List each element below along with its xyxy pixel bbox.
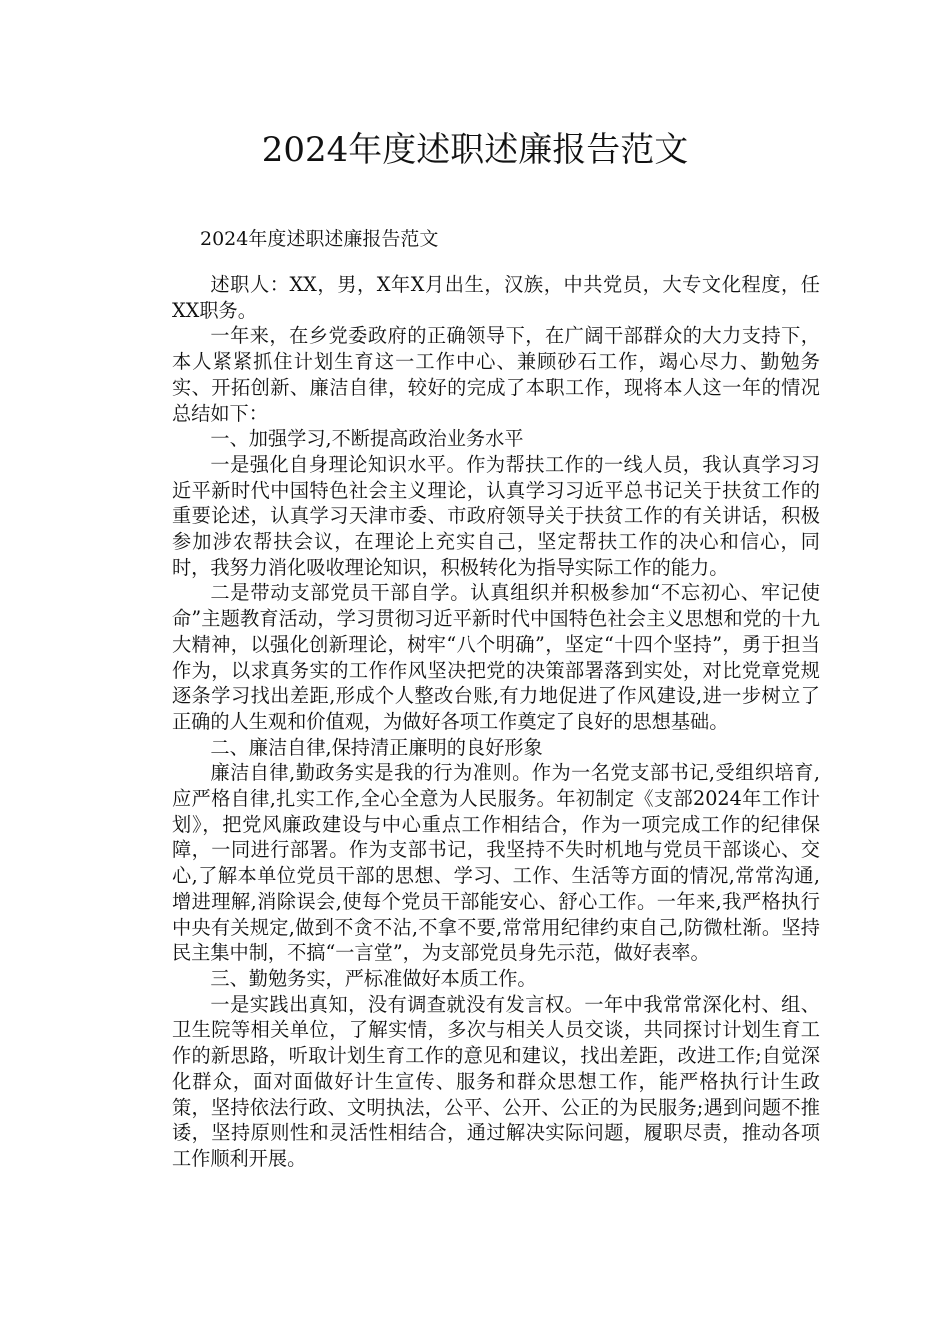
document-title: 2024年度述职述廉报告范文	[261, 130, 689, 170]
paragraph-theory-study: 一是强化自身理论知识水平。作为帮扶工作的一线人员，我认真学习习近平新时代中国特色社会主义理论，认真学习习近平总书记关于扶贫工作的重要论述，认真学习天津市委、市政府领导关于扶贫工作的有关讲话，积极参加涉农帮扶会议，在理论上充实自己，坚定帮扶工作的决心和信心，同时，我努力消化吸收理论知识，积极转化为指导实际工作的能力。	[172, 452, 820, 579]
section-heading-2: 二、廉洁自律,保持清正廉明的良好形象	[210, 735, 543, 759]
section-heading-1: 一、加强学习,不断提高政治业务水平	[210, 427, 524, 451]
section-heading-3: 三、勤勉务实，严标准做好本质工作。	[210, 966, 537, 990]
paragraph-reporter-info: 述职人：XX，男，X年X月出生，汉族，中共党员，大专文化程度，任XX职务。	[172, 273, 820, 322]
document-body	[172, 272, 820, 1172]
paragraph-practice: 一是实践出真知，没有调查就没有发言权。一年中我常常深化村、组、卫生院等相关单位，了解实情，多次与相关人员交谈，共同探讨计划生育工作的新思路，听取计划生育工作的意见和建议，找出差距，改进工作;自觉深化群众，面对面做好计生宣传、服务和群众思想工作，能严格执行计生政策，坚持依法行政、文明执法，公平、公开、公正的为民服务;遇到问题不推诿，坚持原则性和灵活性相结合，通过解决实际问题，履职尽责，推动各项工作顺利开展。	[172, 992, 820, 1170]
paragraph-intro: 一年来，在乡党委政府的正确领导下，在广阔干部群众的大力支持下，本人紧紧抓住计划生育这一工作中心、兼顾砂石工作，竭心尽力、勤勉务实、开拓创新、廉洁自律，较好的完成了本职工作，现将本人这一年的情况总结如下：	[172, 324, 820, 425]
document-subtitle: 2024年度述职述廉报告范文	[200, 228, 439, 250]
paragraph-integrity: 廉洁自律,勤政务实是我的行为准则。作为一名党支部书记,受组织培育,应严格自律,扎实工作,全心全意为人民服务。年初制定《支部2024年工作计划》，把党风廉政建设与中心重点工作相结合，作为一项完成工作的纪律保障，一同进行部署。作为支部书记，我坚持不失时机地与党员干部谈心、交心,了解本单位党员干部的思想、学习、工作、生活等方面的情况,常常沟通,增进理解,消除误会,使每个党员干部能安心、舒心工作。一年来,我严格执行中央有关规定,做到不贪不沾,不拿不要,常常用纪律约束自己,防微杜渐。坚持民主集中制，不搞“一言堂”，为支部党员身先示范，做好表率。	[172, 761, 820, 965]
paragraph-branch-study: 二是带动支部党员干部自学。认真组织并积极参加“不忘初心、牢记使命”主题教育活动，学习贯彻习近平新时代中国特色社会主义思想和党的十九大精神，以强化创新理论，树牢“八个明确”，坚定“十四个坚持”，勇于担当作为，以求真务实的工作作风坚决把党的决策部署落到实处，对比党章党规逐条学习找出差距,形成个人整改台账,有力地促进了作风建设,进一步树立了正确的人生观和价值观，为做好各项工作奠定了良好的思想基础。	[172, 581, 820, 733]
